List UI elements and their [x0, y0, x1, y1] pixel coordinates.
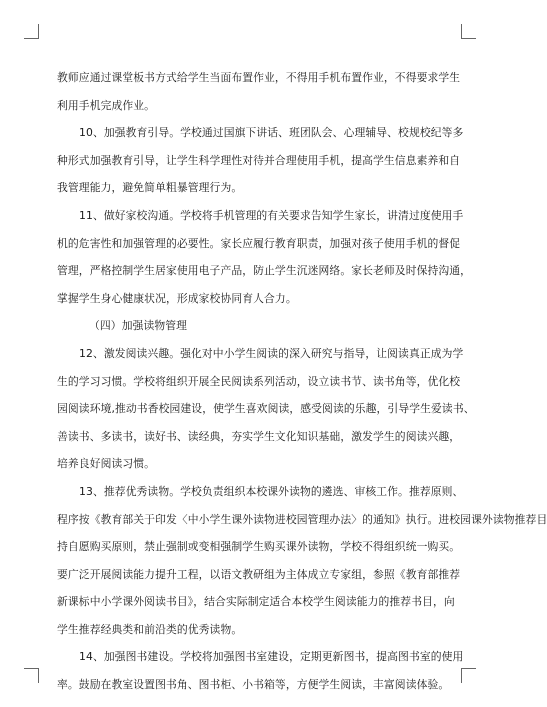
text-line: 率。鼓励在教室设置图书角、图书柜、小书箱等，方便学生阅读，丰富阅读体验。	[57, 678, 450, 692]
crop-mark-top-left	[24, 24, 39, 39]
text-line: 善读书、多读书，读好书、读经典，夯实学生文化知识基础，激发学生的阅读兴趣，	[57, 429, 461, 443]
document-body	[57, 64, 547, 699]
crop-mark-bottom-left	[24, 668, 39, 683]
text-line: 教师应通过课堂板书方式给学生当面布置作业，不得用手机布置作业，不得要求学生	[57, 71, 461, 84]
text-line: 培养良好阅读习惯。	[57, 457, 156, 471]
text-line: 管理，严格控制学生居家使用电子产品，防止学生沉迷网络。家长老师及时保持沟通，	[57, 264, 472, 278]
text-line: 程序按《教育部关于印发〈中小学生课外读物进校园管理办法〉的通知》执行。进校园课外读物推荐目	[57, 512, 547, 526]
text-line: 新课标中小学课外阅读书目》，结合实际制定适合本校学生阅读能力的推荐书目，向	[57, 595, 455, 609]
paragraph-11-line: 11、做好家校沟通。学校将手机管理的有关要求告知学生家长，讲清过度使用手	[79, 208, 464, 222]
text-line: 生的学习习惯。学校将组织开展全民阅读系列活动，设立读书节、读书角等，优化校	[57, 374, 461, 388]
text-line: 种形式加强教育引导，让学生科学理性对待并合理使用手机，提高学生信息素养和自	[57, 153, 461, 167]
text-line: 我管理能力，避免简单粗暴管理行为。	[57, 181, 243, 195]
text-line: 学生推荐经典类和前沿类的优秀读物。	[57, 622, 243, 636]
paragraph-13-line: 13、推荐优秀读物。学校负责组织本校课外读物的遴选、审核工作。推荐原则、	[79, 484, 464, 498]
paragraph-10-line: 10、加强教育引导。学校通过国旗下讲话、班团队会、心理辅导、校规校纪等多	[79, 126, 464, 140]
text-line: 利用手机完成作业。	[57, 98, 156, 112]
paragraph-12-line: 12、激发阅读兴趣。强化对中小学生阅读的深入研究与指导，让阅读真正成为学	[79, 346, 464, 360]
text-line: 持自愿购买原则，禁止强制或变相强制学生购买课外读物，学校不得组织统一购买。	[57, 540, 461, 554]
text-line: 掌握学生身心健康状况，形成家校协同育人合力。	[57, 291, 297, 305]
crop-mark-top-right	[461, 24, 476, 39]
text-line: 要广泛开展阅读能力提升工程，以语文教研组为主体成立专家组，参照《教育部推荐	[57, 567, 461, 581]
section-heading: （四）加强读物管理	[89, 319, 188, 333]
text-line: 园阅读环境,推动书香校园建设，使学生喜欢阅读，感受阅读的乐趣，引导学生爱读书、	[57, 402, 475, 416]
text-line: 机的危害性和加强管理的必要性。家长应履行教育职责，加强对孩子使用手机的督促	[57, 236, 461, 250]
paragraph-14-line: 14、加强图书建设。学校将加强图书室建设，定期更新图书，提高图书室的使用	[79, 650, 464, 664]
